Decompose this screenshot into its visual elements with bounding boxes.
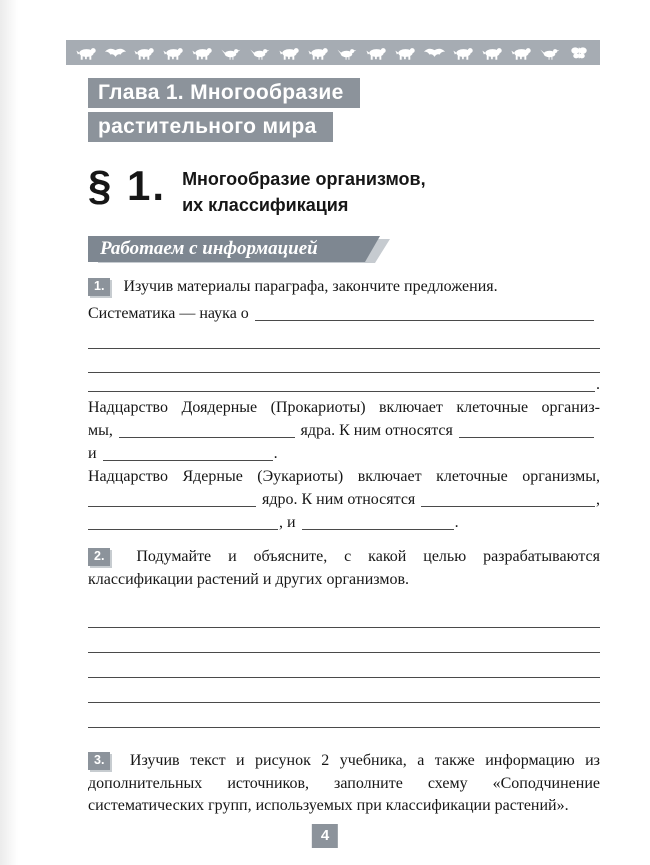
blank-line[interactable] xyxy=(88,529,278,530)
text-fragment: ядра. К ним относятся xyxy=(300,422,453,440)
bat-icon xyxy=(104,45,127,61)
prokaryotes-sentence-line3 xyxy=(88,442,600,465)
sentence-period: . xyxy=(596,376,600,394)
writing-line[interactable] xyxy=(88,349,600,373)
blank-line[interactable] xyxy=(103,460,273,461)
text-fragment: мы, xyxy=(88,422,113,440)
prokaryotes-sentence-line2 xyxy=(88,419,600,442)
task-1-number-badge: 1. xyxy=(88,278,110,296)
horse-icon xyxy=(394,45,417,61)
task-3-number-badge: 3. xyxy=(88,752,110,770)
section-title-line2: их классификация xyxy=(182,195,349,215)
task-2-text: Подумайте и объясните, с какой целью разрабатываются классификации растений и других организмов. xyxy=(88,548,601,588)
bird-icon xyxy=(220,45,243,61)
writing-line-with-period xyxy=(88,373,600,396)
writing-line[interactable] xyxy=(88,325,600,349)
rabbit-icon xyxy=(365,45,388,61)
duck-icon xyxy=(249,45,272,61)
text-fragment: и xyxy=(88,445,97,463)
page-number: 4 xyxy=(312,824,338,848)
eukaryotes-sentence-line3 xyxy=(88,511,600,534)
bird-icon xyxy=(539,45,562,61)
chapter-heading xyxy=(88,78,600,142)
blank-line[interactable] xyxy=(119,437,295,438)
chapter-title-line1: Глава 1. Многообразие xyxy=(88,78,360,108)
blank-line[interactable] xyxy=(88,391,595,392)
task-1 xyxy=(88,276,600,298)
blank-line[interactable] xyxy=(302,529,454,530)
comma: , xyxy=(596,491,600,509)
section-heading xyxy=(88,164,600,218)
sentence-period: . xyxy=(454,514,459,532)
section-title-line1: Многообразие организмов, xyxy=(182,169,426,189)
horse-icon xyxy=(162,45,185,61)
writing-line[interactable] xyxy=(88,603,600,628)
deer-icon xyxy=(191,45,214,61)
eukaryotes-sentence-line1: Надцарство Ядерные (Эукариоты) включает клеточные организмы, xyxy=(88,468,600,486)
cat-icon xyxy=(481,45,504,61)
systematics-sentence xyxy=(88,302,600,325)
text-fragment: ядро. К ним относятся xyxy=(262,491,416,509)
banner-label: Работаем с информацией xyxy=(100,238,318,259)
bird-icon xyxy=(336,45,359,61)
task-2-number-badge: 2. xyxy=(88,548,110,566)
writing-line[interactable] xyxy=(88,628,600,653)
banner-work-with-information xyxy=(88,236,380,262)
text-fragment: , и xyxy=(279,514,296,532)
page-content xyxy=(88,78,600,817)
task-1-text: Изучив материалы параграфа, закончите предложения. xyxy=(123,278,498,295)
lizard-icon xyxy=(133,45,156,61)
sentence-period: . xyxy=(273,445,278,463)
systematics-prefix: Систематика — наука о xyxy=(88,305,249,323)
blank-line[interactable] xyxy=(88,506,256,507)
bat-icon xyxy=(423,45,446,61)
dog-icon xyxy=(510,45,533,61)
butterfly-icon xyxy=(568,45,591,61)
task-3-text: Изучив текст и рисунок 2 учебника, а также информацию из дополнительных источников, заполните схему «Соподчинение систематических групп, используемых при классификации растений». xyxy=(88,752,600,815)
writing-line[interactable] xyxy=(88,678,600,703)
eukaryotes-sentence-line2 xyxy=(88,488,600,511)
writing-line[interactable] xyxy=(88,653,600,678)
answer-lines xyxy=(88,603,600,728)
dog-icon xyxy=(278,45,301,61)
section-number: § 1. xyxy=(88,162,167,209)
blank-line[interactable] xyxy=(421,506,595,507)
animal-band xyxy=(66,40,600,65)
prokaryotes-sentence-line1: Надцарство Доядерные (Прокариоты) включает клеточные организ- xyxy=(88,399,600,417)
blank-line[interactable] xyxy=(255,320,594,321)
writing-line[interactable] xyxy=(88,703,600,728)
chapter-title-line2: растительного мира xyxy=(88,112,333,142)
deer-icon xyxy=(452,45,475,61)
task-3 xyxy=(88,750,600,817)
boar-icon xyxy=(75,45,98,61)
cat-icon xyxy=(307,45,330,61)
blank-line[interactable] xyxy=(459,437,594,438)
task-2 xyxy=(88,546,600,591)
section-title xyxy=(182,164,426,218)
